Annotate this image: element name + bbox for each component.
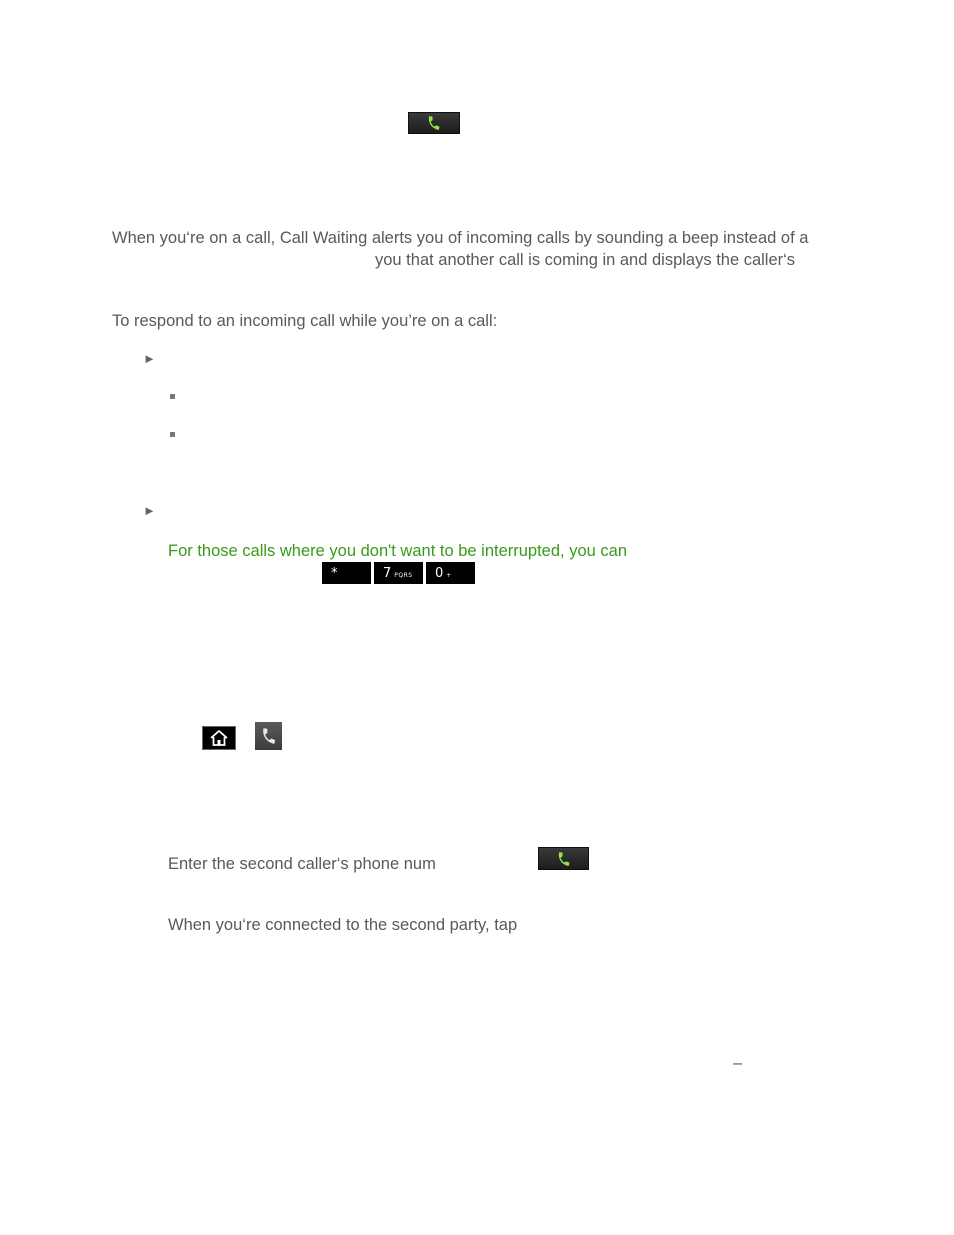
phone-green-icon xyxy=(426,115,442,131)
phone-app-button[interactable] xyxy=(255,722,282,750)
triangle-bullet-icon: ► xyxy=(143,351,156,366)
enter-number-text: Enter the second caller‘s phone num xyxy=(168,855,436,873)
square-bullet-icon xyxy=(170,394,175,399)
footer-dash: – xyxy=(733,1054,743,1072)
key-0[interactable] xyxy=(426,562,475,584)
key-main-label: 7 xyxy=(383,565,392,581)
key-7[interactable] xyxy=(374,562,423,584)
key-star[interactable] xyxy=(322,562,371,584)
square-bullet-icon xyxy=(170,432,175,437)
call-waiting-text-line1: When you‘re on a call, Call Waiting alerts you of incoming calls by sounding a beep instead of a xyxy=(112,229,809,247)
key-sub-label: PQRS xyxy=(394,571,413,579)
call-waiting-text-line2: you that another call is coming in and displays the caller‘s xyxy=(375,251,796,269)
call-button[interactable] xyxy=(408,112,460,134)
phone-gray-icon xyxy=(260,727,278,745)
connected-text: When you‘re connected to the second party, tap xyxy=(168,916,518,934)
triangle-bullet-icon: ► xyxy=(143,503,156,518)
home-button[interactable] xyxy=(202,726,236,750)
tip-text: For those calls where you don't want to be interrupted, you can xyxy=(168,542,627,560)
respond-intro-text: To respond to an incoming call while you’re on a call: xyxy=(112,312,498,330)
phone-green-icon xyxy=(556,851,572,867)
key-main-label: 0 xyxy=(435,565,444,581)
key-main-label: * xyxy=(331,565,338,581)
home-icon xyxy=(209,729,229,747)
key-sub-label: + xyxy=(446,571,452,579)
call-button[interactable] xyxy=(538,847,589,870)
